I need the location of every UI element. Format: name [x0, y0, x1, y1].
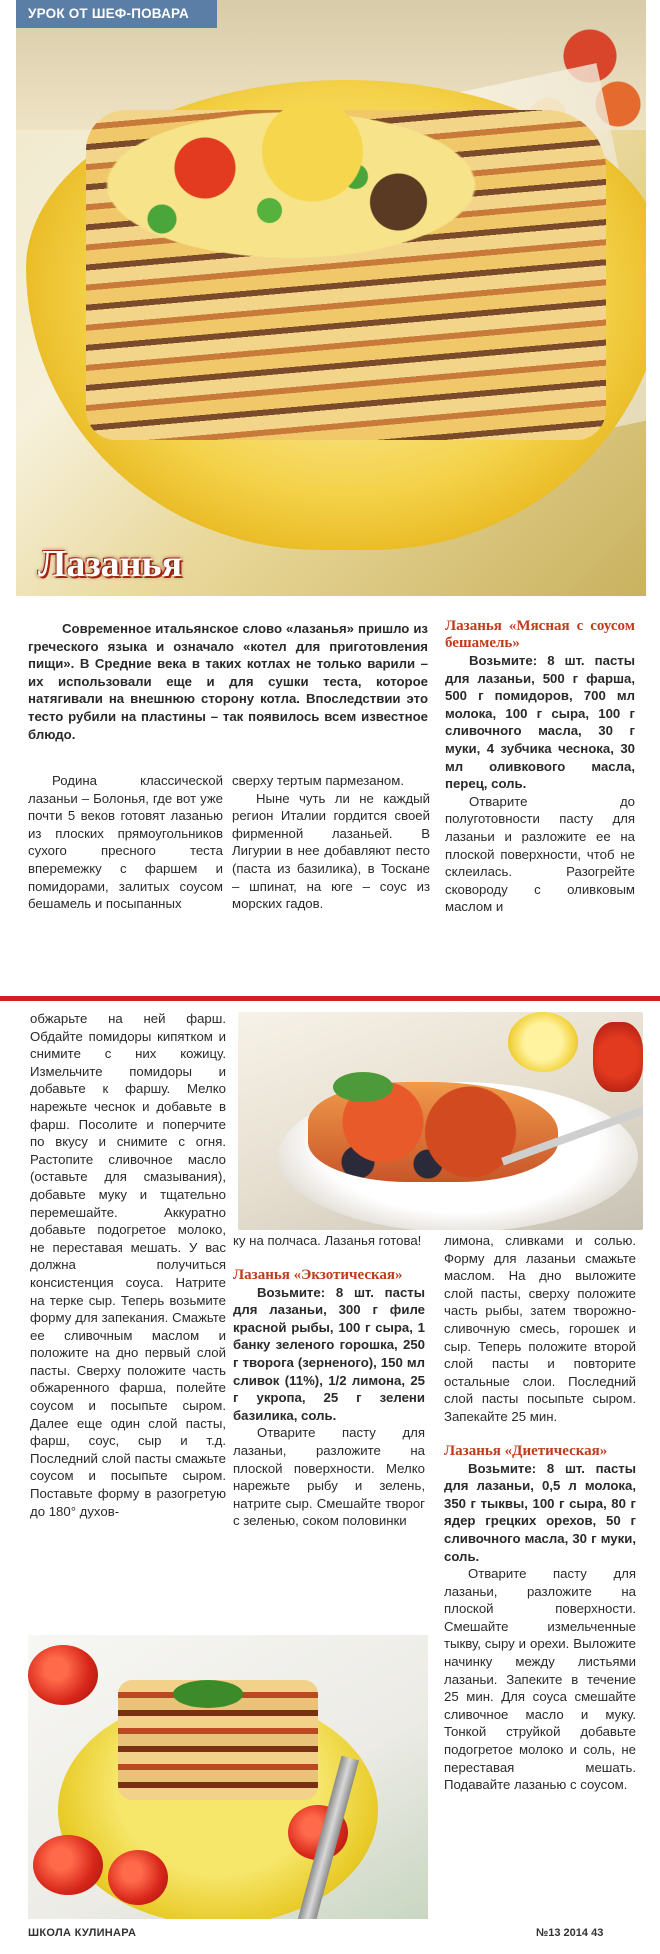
- basil-garnish: [173, 1680, 243, 1708]
- recipe-meat-steps-a: Отварите до полуготовности пасту для лазаньи и разложите ее на плоской поверхности, чтоб не склеилась. Разогрейте сковороду с оливковым маслом и: [445, 793, 635, 915]
- recipe-exotic: ку на полчаса. Лазанья готова! Лазанья «Экзотическая» Возьмите: 8 шт. пасты для лазаньи, 300 г филе красной рыбы, 100 г сыра, 1 банку зеленого горошка, 250 г творога (зерненого), 150 мл сливок (11%), 1/2 лимона, 25 г укропа, 25 г зелени базилика, соль. Отварите пасту для лазаньи, разложите на плоской поверхности. Мелко нарежьте рыбу и зелень, натрите сыр. Смешайте творог с зеленью, соком половинки: [233, 1233, 425, 1529]
- recipe-diet-title: Лазанья «Диетическая»: [444, 1442, 608, 1459]
- history-column-1: Родина классической лазаньи – Болонья, где вот уже почти 5 веков готовят лазанью из плоских прямоугольников сухого пресного теста вперемежку с фаршем и помидорами, залитых соусом бешамель и посыпанных: [28, 773, 223, 912]
- recipe-exotic-ingredients: Возьмите: 8 шт. пасты для лазаньи, 300 г филе красной рыбы, 100 г сыра, 1 банку зеленого горошка, 250 г творога (зерненого), 150 мл сливок (11%), 1/2 лимона, 25 г укропа, 25 г зелени базилика, соль.: [233, 1284, 425, 1423]
- tomato: [593, 1022, 643, 1092]
- recipe-diet-steps: Отварите пасту для лазаньи, разложите на плоской поверхности. Смешайте измельченные тыкву, сыру и орехи. Выложите начинку между листьями лазаньи. Запеките в течение 25 мин. Для соуса смешайте сливочное масло и муку. Тонкой струйкой добавьте подогретое молоко и соль, не переставая мешать. Подавайте лазанью с соусом.: [444, 1566, 636, 1793]
- section-tag: УРОК ОТ ШЕФ-ПОВАРА: [16, 0, 217, 28]
- recipe-meat-title: Лазанья «Мясная с соусом бешамель»: [445, 618, 635, 651]
- recipe-meat-ingredients: Возьмите: 8 шт. пасты для лазаньи, 500 г фарша, 500 г помидоров, 700 мл молока, 100 г сыра, 100 г сливочного масла, 30 г муки, 4 зубчика чеснока, 30 мл оливкового масла, перец, соль.: [445, 653, 635, 792]
- recipe-exotic-steps-a: Отварите пасту для лазаньи, разложите на плоской поверхности. Мелко нарежьте рыбу и зелень, натрите сыр. Смешайте творог с зеленью, соком половинки: [233, 1425, 425, 1529]
- intro-paragraph: Современное итальянское слово «лазанья» пришло из греческого языка и означало «котел для приготовления пищи». В Средние века в таких котлах не только варили – их использовали еще и для сушки теста, которое натягивали на внешнюю сторону котла. Впоследствии это тесто рубили на пластины – так появилось всем известное блюдо.: [28, 621, 428, 742]
- lasagna-topping: [76, 100, 506, 270]
- history-column-2: сверху тертым пармезаном. Ныне чуть ли не каждый регион Италии гордится своей фирменной лазаньей. В Лигурии в нее добавляют песто (паста из базилика), в Тоскане – шпинат, на юге – соус из морских гадов.: [232, 773, 430, 912]
- tomato: [108, 1850, 168, 1905]
- tomato-lasagna-photo: [28, 1635, 428, 1919]
- footer-magazine-name: ШКОЛА КУЛИНАРА: [28, 1927, 137, 1939]
- recipe-meat: [445, 618, 635, 916]
- page-divider: [0, 996, 660, 1001]
- recipe-diet-ingredients: Возьмите: 8 шт. пасты для лазаньи, 0,5 л молока, 350 г тыквы, 100 г сыра, 80 г ядер грецких орехов, 50 г сливочного масла, 30 г муки, соль.: [444, 1460, 636, 1564]
- hero-photo: [16, 0, 646, 596]
- lemon: [508, 1012, 578, 1072]
- recipe-diet: лимона, сливками и солью. Форму для лазаньи смажьте маслом. На дно выложите слой пасты, сверху положите часть рыбы, затем творожно-сливочную смесь, горошек и сыр. Теперь положите второй слой пасты и повторите остальные слои. Последний слой пасты посыпьте сыром. Запекайте 25 мин. Лазанья «Диетическая» Возьмите: 8 шт. пасты для лазаньи, 0,5 л молока, 350 г тыквы, 100 г сыра, 80 г ядер грецких орехов, 50 г сливочного масла, 30 г муки, соль. Отварите пасту для лазаньи, разложите на плоской поверхности. Смешайте измельченные тыкву, сыру и орехи. Выложите начинку между листьями лазаньи. Запеките в течение 25 мин. Для соуса смешайте сливочное масло и муку. Тонкой струйкой добавьте подогретое молоко и соль, не переставая мешать. Подавайте лазанью с соусом.: [444, 1233, 636, 1793]
- article-title: Лазанья: [38, 543, 183, 585]
- basil-leaves: [333, 1072, 393, 1102]
- recipe-exotic-title: Лазанья «Экзотическая»: [233, 1266, 403, 1283]
- tomato: [33, 1835, 103, 1895]
- fish-lasagna-photo: [238, 1012, 643, 1230]
- footer-issue-page: №13 2014 43: [536, 1927, 604, 1939]
- tomato: [28, 1645, 98, 1705]
- recipe-meat-continued: обжарьте на ней фарш. Обдайте помидоры кипятком и снимите с них кожицу. Измельчите помидоры и добавьте к фаршу. Мелко нарежьте чеснок и добавьте в фарш. Посолите и поперчите по вкусу и снимите с огня. Растопите сливочное масло (оставьте для смазывания), добавьте муку и тщательно перемешайте. Аккуратно добавьте подогретое молоко, не переставая мешать. У вас должна получиться консистенция соуса. Натрите на терке сыр. Теперь возьмите форму для запекания. Смажьте ее сливочным маслом и положите на дно первый слой пасты. Сверху положите часть обжаренного фарша, полейте соусом и посыпьте сыром. Далее еще один слой пасты, фарш, соус, сыр и т.д. Последний слой пасты смажьте соусом и посыпьте сыром. Поставьте форму в разогретую до 180° духов-: [30, 1011, 226, 1519]
